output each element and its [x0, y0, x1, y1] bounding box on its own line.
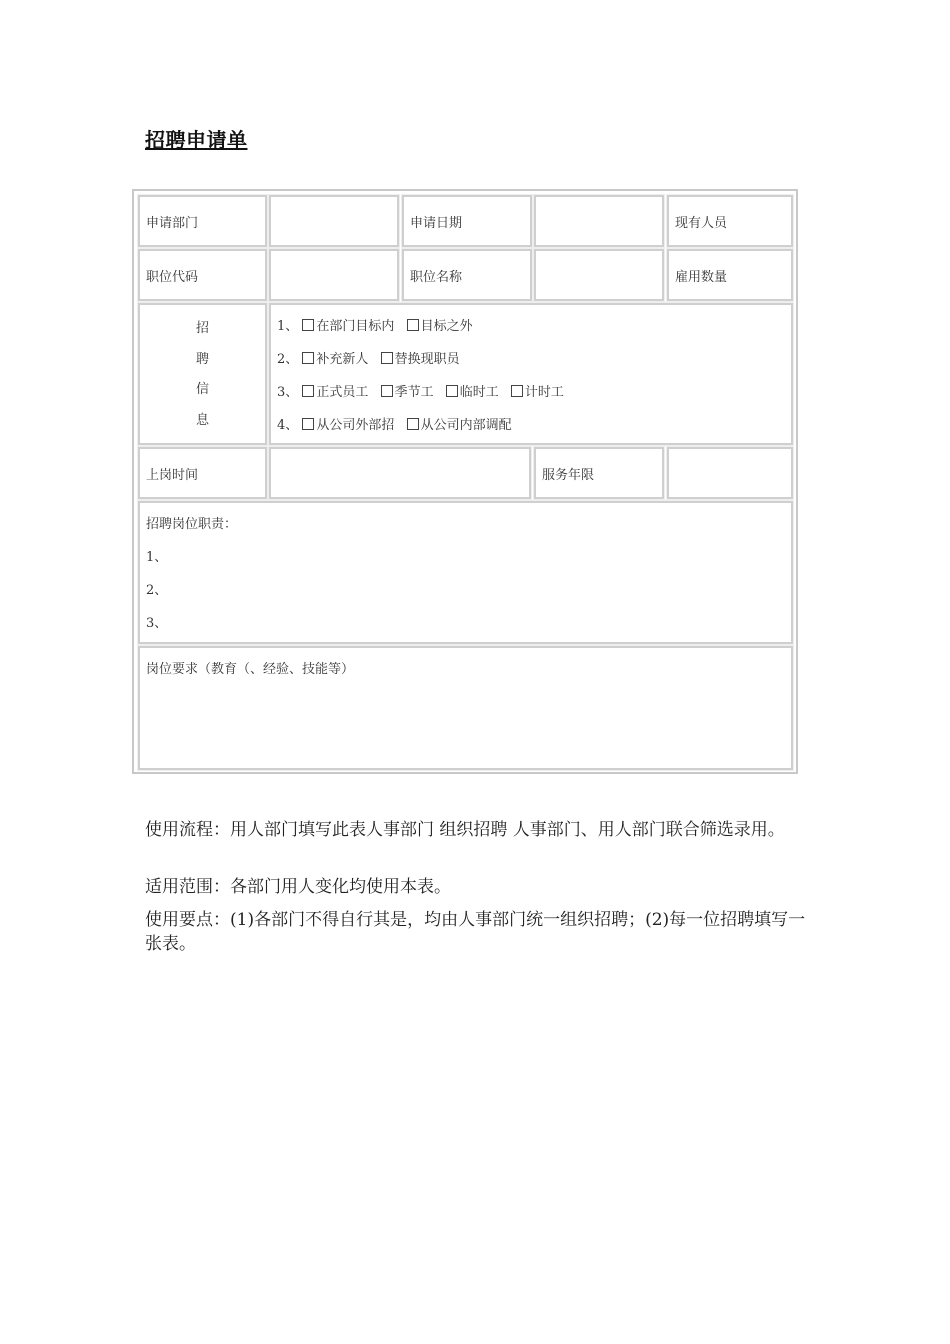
recruit-info-char: 息	[195, 412, 209, 428]
option-label: 替换现职员	[394, 352, 460, 367]
option-line-3: 3、 正式员工 季节工 临时工 计时工	[277, 385, 564, 400]
option-label: 目标之外	[420, 319, 473, 334]
checkbox[interactable]	[511, 385, 523, 397]
checkbox[interactable]	[302, 418, 314, 430]
duties-label: 招聘岗位职责：	[146, 517, 238, 532]
checkbox[interactable]	[407, 418, 419, 430]
note-key-points: 使用要点：(1)各部门不得自行其是，均由人事部门统一组织招聘；(2)每一位招聘填写一张表。	[145, 910, 806, 954]
recruit-info-options	[269, 303, 793, 445]
apply-dept-field[interactable]	[269, 195, 399, 247]
recruit-info-label	[138, 303, 267, 445]
note-process: 使用流程：用人部门填写此表人事部门 组织招聘 人事部门、用人部门联合筛选录用。	[145, 820, 785, 840]
current-staff-label: 现有人员	[667, 195, 793, 247]
service-term-field[interactable]	[667, 447, 793, 499]
apply-dept-label: 申请部门	[138, 195, 267, 247]
option-label: 在部门目标内	[316, 319, 395, 334]
position-name-label: 职位名称	[402, 249, 532, 301]
checkbox[interactable]	[302, 352, 314, 364]
duty-item: 3、	[146, 616, 168, 631]
recruit-info-char: 信	[195, 382, 209, 398]
option-label: 补充新人	[316, 352, 369, 367]
duties-section[interactable]	[138, 501, 793, 644]
checkbox[interactable]	[381, 385, 393, 397]
checkbox[interactable]	[446, 385, 458, 397]
option-line-1: 1、 在部门目标内 目标之外	[277, 319, 473, 334]
option-label: 正式员工	[316, 385, 369, 400]
apply-date-field[interactable]	[534, 195, 664, 247]
checkbox[interactable]	[302, 385, 314, 397]
duty-item: 2、	[146, 583, 168, 598]
option-line-2: 2、 补充新人 替换现职员	[277, 352, 460, 367]
hire-count-label: 雇用数量	[667, 249, 793, 301]
note-scope: 适用范围：各部门用人变化均使用本表。	[145, 877, 451, 897]
recruit-info-char: 招	[195, 321, 209, 336]
option-label: 临时工	[459, 385, 499, 400]
document-title: 招聘申请单	[145, 128, 248, 152]
position-code-label: 职位代码	[138, 249, 267, 301]
option-label: 季节工	[394, 385, 434, 400]
checkbox[interactable]	[302, 319, 314, 331]
option-label: 从公司内部调配	[420, 418, 512, 433]
start-time-field[interactable]	[269, 447, 531, 499]
position-code-field[interactable]	[269, 249, 399, 301]
requirements-label: 岗位要求（教育（、经验、技能等）	[146, 662, 355, 677]
recruitment-form	[132, 189, 798, 774]
recruit-info-char: 聘	[195, 351, 209, 367]
option-label: 计时工	[524, 385, 564, 400]
option-label: 从公司外部招	[316, 418, 395, 433]
apply-date-label: 申请日期	[402, 195, 532, 247]
requirements-section[interactable]	[138, 646, 793, 770]
start-time-label: 上岗时间	[138, 447, 267, 499]
service-term-label: 服务年限	[534, 447, 664, 499]
checkbox[interactable]	[407, 319, 419, 331]
checkbox[interactable]	[381, 352, 393, 364]
position-name-field[interactable]	[534, 249, 664, 301]
option-line-4: 4、 从公司外部招 从公司内部调配	[277, 418, 512, 433]
duty-item: 1、	[146, 550, 168, 565]
